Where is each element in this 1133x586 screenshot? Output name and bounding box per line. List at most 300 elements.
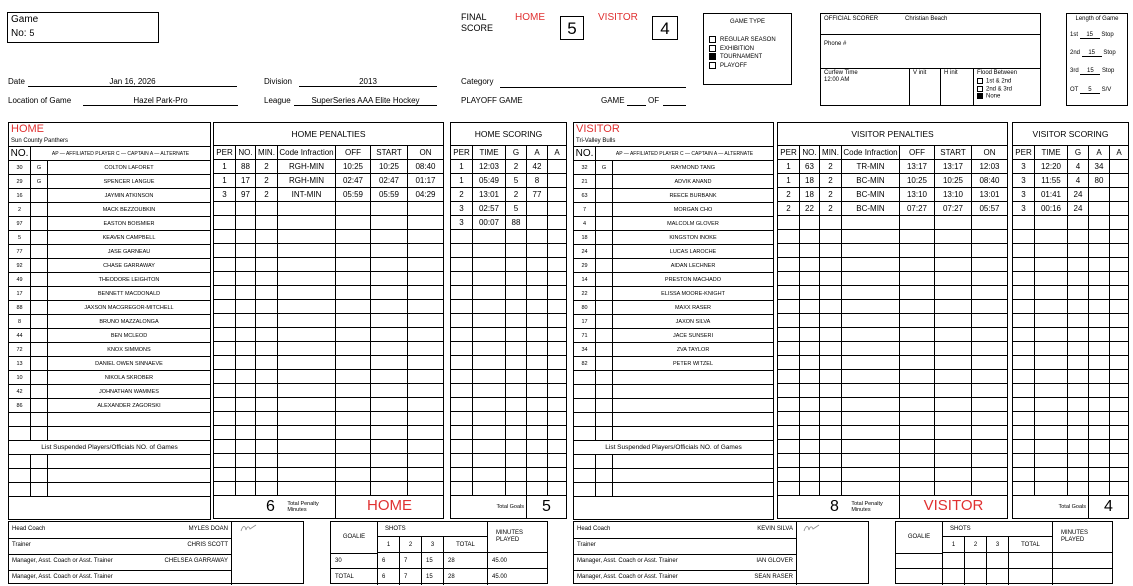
v-init-label: V init [913,70,927,76]
goalie-cell [896,569,942,585]
table-row [9,371,211,385]
checkbox-icon[interactable] [977,86,983,92]
player-number: 63 [574,189,596,203]
penalty-cell: 08:40 [972,174,1008,188]
penalty-header: ON [408,146,444,160]
penalty-cell: 10:25 [336,160,371,174]
penalty-cell: 3 [214,188,236,202]
table-row [1013,202,1129,216]
table-row [214,426,444,440]
table-row [1013,272,1129,286]
table-row [451,398,567,412]
goalie-cell [964,553,986,569]
game-of-label: GAME [601,96,625,105]
penalty-cell: 05:57 [972,202,1008,216]
home-roster-table [8,122,211,520]
h-init-label: H init [944,70,958,76]
table-row [214,300,444,314]
penalty-cell: 2 [778,188,800,202]
penalty-cell: 17 [236,174,256,188]
curfew-value: 12:00 AM [824,77,850,83]
player-number: 29 [9,175,31,189]
penalty-header: NO. [800,146,820,160]
table-row [214,174,444,188]
player-position [596,273,613,287]
penalty-cell: BC-MIN [842,188,900,202]
scoring-cell [548,160,567,174]
no-header: NO. [574,147,596,161]
scoring-cell [527,216,548,230]
table-row [9,469,211,483]
table-row [9,399,211,413]
flood-option[interactable]: None [977,93,1012,101]
table-row [778,216,1008,230]
penalty-header: START [371,146,408,160]
final-score-label: FINAL SCORE [461,12,494,33]
table-row [574,287,774,301]
scoring-header: TIME [473,146,506,160]
goalie-cell [942,553,964,569]
goalie-cell [1008,553,1052,569]
scoring-cell: 5 [506,174,527,188]
penalty-cell: 1 [778,174,800,188]
ap-legend: AP — AFFILIATED PLAYER C — CAPTAIN A — ALTERNATE [596,147,774,161]
player-position: G [596,161,613,175]
table-row [451,188,567,202]
player-name: JOHNATHAN WAMMES [48,385,211,399]
visitor-goalie-box [895,521,1113,584]
table-row [1013,188,1129,202]
goalie-cell: 15 [421,553,443,569]
player-number: 5 [9,231,31,245]
table-row [451,216,567,230]
player-position [31,287,48,301]
player-number: 18 [574,231,596,245]
player-position [31,329,48,343]
player-number: 82 [574,357,596,371]
checkbox-icon[interactable] [709,45,716,52]
staff-role: Manager, Asst. Coach or Asst. Trainer [12,558,113,564]
location-value: Hazel Park-Pro [83,96,238,106]
player-name: KNOX SIMMONS [48,343,211,357]
staff-role: Head Coach [577,526,611,532]
penalty-cell: 63 [800,160,820,174]
table-row [1013,370,1129,384]
staff-role: Manager, Asst. Coach or Asst. Trainer [577,558,678,564]
scoring-cell: 02:57 [473,202,506,216]
penalty-cell: RGH-MIN [278,174,336,188]
scoring-cell [1089,202,1110,216]
home-footer-label: HOME [367,496,412,514]
goalie-cell: 15 [421,569,443,585]
table-row [214,314,444,328]
penalty-cell: 18 [800,174,820,188]
goalie-cell: 6 [377,553,399,569]
player-position: G [31,161,48,175]
goalie-cell: 7 [399,569,421,585]
scoring-cell: 8 [527,174,548,188]
table-row [574,371,774,385]
player-name: JASE GARNEAU [48,245,211,259]
player-name: ZVA TAYLOR [613,343,774,357]
location-label: Location of Game [8,96,72,105]
player-name: LUCAS LAROCHE [613,245,774,259]
player-name: AIDAN LECHNER [613,259,774,273]
player-position [31,259,48,273]
penalty-cell: 2 [820,188,842,202]
length-row: 2nd 15 Stop [1070,50,1116,56]
visitor-scoring-table [1012,122,1129,519]
player-position [31,385,48,399]
length-row: 1st 15 Stop [1070,32,1114,38]
table-row [1013,286,1129,300]
scoring-cell [1110,174,1129,188]
table-row [1013,216,1129,230]
table-row [1013,300,1129,314]
scoring-cell: 01:41 [1035,188,1068,202]
table-row [451,454,567,468]
goalie-cell [964,569,986,585]
player-number: 17 [9,287,31,301]
scoring-cell: 3 [1013,160,1035,174]
penalty-cell: 2 [820,202,842,216]
table-row [214,272,444,286]
penalty-cell: 12:03 [972,160,1008,174]
penalty-cell: INT-MIN [278,188,336,202]
table-row [9,329,211,343]
table-row [778,174,1008,188]
table-row [214,384,444,398]
game-type-option[interactable]: PLAYOFF [709,62,776,71]
signature-scribble [240,523,258,533]
penalty-header: ON [972,146,1008,160]
table-row [451,384,567,398]
penalty-header: MIN. [256,146,278,160]
table-row [451,468,567,482]
player-position [596,343,613,357]
table-row [451,328,567,342]
shot-period: TOTAL [443,537,487,553]
table-row [778,440,1008,454]
player-position [596,287,613,301]
player-name: NIKOLA SKROBER [48,371,211,385]
scoring-cell: 77 [527,188,548,202]
player-name: BENNETT MACDONALD [48,287,211,301]
goalie-cell: 30 [331,553,377,569]
staff-name: SEAN RASER [754,574,793,580]
league-value: SuperSeries AAA Elite Hockey [294,96,437,106]
player-position [596,231,613,245]
home-staff-box [8,521,304,584]
category-value [500,77,686,88]
table-row [778,160,1008,174]
table-row [574,399,774,413]
length-of-game-box [1066,13,1128,106]
suspended-label: List Suspended Players/Officials NO. of Games [9,441,211,455]
phone-label: Phone # [824,41,847,47]
home-scoring-title: HOME SCORING [451,123,567,146]
home-goalie-box [330,521,548,584]
game-type-title: GAME TYPE [730,19,765,25]
table-row [451,286,567,300]
signature-scribble [803,523,821,533]
scoring-cell [548,216,567,230]
player-name: MORGAN CHO [613,203,774,217]
player-name: CHASE GARRAWAY [48,259,211,273]
scoring-cell [1089,188,1110,202]
checkbox-icon[interactable] [977,93,983,99]
home-penalties-table [213,122,444,519]
player-number: 44 [9,329,31,343]
table-row [9,413,211,427]
player-name: DANIEL OWEN SINNAEVE [48,357,211,371]
game-type-option[interactable]: REGULAR SEASON [709,36,776,45]
date-value: Jan 16, 2026 [28,77,237,87]
no-header: NO. [9,147,31,161]
visitor-roster-table [573,122,774,520]
player-name: EASTON BOISMIER [48,217,211,231]
table-row [1013,454,1129,468]
staff-role: Trainer [12,542,31,548]
table-row [778,188,1008,202]
penalty-cell: 13:10 [900,188,935,202]
table-row [1013,328,1129,342]
home-total-pim: 6 [266,497,275,515]
penalty-header: Code Infraction [842,146,900,160]
staff-name: CHRIS SCOTT [187,542,228,548]
player-number: 4 [574,217,596,231]
playoff-game-label: PLAYOFF GAME [461,96,523,105]
player-number: 8 [9,315,31,329]
goalie-cell [942,569,964,585]
player-number: 29 [574,259,596,273]
player-name: REECE BURBANK [613,189,774,203]
home-score-box: 5 [560,16,584,40]
player-position [596,301,613,315]
table-row [214,454,444,468]
table-row [214,468,444,482]
penalty-cell: 2 [256,174,278,188]
official-scorer-label: OFFICIAL SCORER [824,16,879,22]
table-row [9,343,211,357]
goalie-cell: 28 [443,553,487,569]
goalie-cell: 6 [377,569,399,585]
scoring-cell: 1 [451,174,473,188]
table-row [1013,160,1129,174]
scoring-cell: 2 [506,188,527,202]
scoring-cell: 24 [1068,202,1089,216]
staff-role: Manager, Asst. Coach or Asst. Trainer [12,574,113,580]
checkbox-icon[interactable] [709,53,716,60]
table-row [574,189,774,203]
table-row [9,287,211,301]
table-row [574,357,774,371]
table-row [451,426,567,440]
goalie-cell [1052,553,1112,569]
division-value: 2013 [299,77,437,87]
player-name: MALCOLM GLOVER [613,217,774,231]
of-label: OF [648,96,660,105]
checkbox-icon[interactable] [709,62,716,69]
penalty-header: MIN. [820,146,842,160]
player-name: PETER WITZEL [613,357,774,371]
scoring-cell [527,202,548,216]
table-row [214,482,444,496]
flood-option[interactable]: 2nd & 3rd [977,86,1012,94]
staff-role: Manager, Asst. Coach or Asst. Trainer [577,574,678,580]
table-row [1013,230,1129,244]
player-name: PRESTON MACHADO [613,273,774,287]
penalty-cell: 1 [778,160,800,174]
penalty-cell: TR-MIN [842,160,900,174]
player-position [596,245,613,259]
table-row [214,398,444,412]
penalty-cell: 02:47 [336,174,371,188]
table-row [214,216,444,230]
penalty-cell: 88 [236,160,256,174]
player-position [596,175,613,189]
penalty-cell: 2 [820,160,842,174]
player-number: 14 [574,273,596,287]
scoring-header: A [1089,146,1110,160]
table-row [778,272,1008,286]
table-row [451,412,567,426]
player-position [596,315,613,329]
table-row [1013,314,1129,328]
scoring-cell [548,174,567,188]
goalie-cell [1052,569,1112,585]
table-row [9,161,211,175]
scoring-cell: 42 [527,160,548,174]
scoring-cell: 2 [451,188,473,202]
player-name: COLTON LAFORET [48,161,211,175]
table-row [214,342,444,356]
penalty-cell: 22 [800,202,820,216]
player-position [31,273,48,287]
player-position [596,357,613,371]
penalty-cell: 07:27 [935,202,972,216]
player-name: ELISSA MOORE-KNIGHT [613,287,774,301]
penalty-cell: 1 [214,160,236,174]
home-scoring-table [450,122,567,519]
visitor-score-box: 4 [652,16,678,40]
player-name: JAYMIN ATKINSON [48,189,211,203]
table-row [778,202,1008,216]
checkbox-icon[interactable] [977,78,983,84]
total-goals-label: Total Goals [1013,496,1089,519]
staff-name: MYLES DOAN [188,526,228,532]
table-row [574,161,774,175]
table-row [778,356,1008,370]
game-number-box [7,12,159,43]
table-row [451,272,567,286]
table-row [1013,258,1129,272]
player-number: 7 [574,203,596,217]
player-number: 34 [574,343,596,357]
curfew-label: Curfew Time [824,70,858,76]
table-row [9,231,211,245]
table-row [778,328,1008,342]
game-type-option[interactable]: TOURNAMENT [709,53,776,62]
table-row [574,329,774,343]
visitor-penalties-title: VISITOR PENALTIES [778,123,1008,146]
table-row [451,482,567,496]
table-row [9,385,211,399]
penalty-header: NO. [236,146,256,160]
scoring-cell: 3 [451,202,473,216]
visitor-total-goals: 4 [1089,496,1129,519]
player-position [31,301,48,315]
scoring-header: PER [451,146,473,160]
player-number: 17 [574,315,596,329]
player-position [31,343,48,357]
player-name: THEODORE LEIGHTON [48,273,211,287]
player-name: JAXON SILVA [613,315,774,329]
table-row [451,258,567,272]
scoring-header: A [1110,146,1129,160]
penalty-cell: BC-MIN [842,202,900,216]
scoring-cell [1110,160,1129,174]
table-row [574,385,774,399]
table-row [778,300,1008,314]
total-penalty-label: Total Penalty Minutes [851,500,883,513]
table-row [778,426,1008,440]
game-type-option[interactable]: EXHIBITION [709,45,776,54]
table-row [214,258,444,272]
penalty-cell: RGH-MIN [278,160,336,174]
minutes-label: MINUTES PLAYED [1052,522,1112,553]
table-row [214,328,444,342]
total-goals-label: Total Goals [451,496,527,519]
scoring-header: G [1068,146,1089,160]
table-row [574,259,774,273]
checkbox-icon[interactable] [709,36,716,43]
player-position [31,203,48,217]
goalie-cell: TOTAL [335,574,354,580]
player-name: BRUNO MAZZALONGA [48,315,211,329]
player-number: 30 [9,161,31,175]
player-number: 13 [9,357,31,371]
penalty-cell: 05:59 [336,188,371,202]
player-position [31,399,48,413]
player-name: ALEXANDER ZAGORSKI [48,399,211,413]
shot-period: 1 [942,537,964,553]
player-name: MACK BEZZOUBKIN [48,203,211,217]
official-scorer-box [820,13,1041,106]
penalty-cell: 01:17 [408,174,444,188]
player-position [596,203,613,217]
player-position [596,259,613,273]
player-name: JAXSON MACGREGOR-MITCHELL [48,301,211,315]
flood-label: Flood Between [977,70,1018,76]
table-row [1013,468,1129,482]
shots-label: SHOTS [377,522,487,537]
table-row [9,189,211,203]
table-row [451,230,567,244]
table-row [451,300,567,314]
visitor-staff-box [573,521,869,584]
flood-option[interactable]: 1st & 2nd [977,78,1012,86]
home-team-name: Sun County Panthers [11,138,69,144]
player-number: 80 [574,301,596,315]
shot-period: 3 [421,537,443,553]
scoring-cell: 3 [1013,188,1035,202]
table-row [778,342,1008,356]
player-name: RAYMOND TANG [613,161,774,175]
player-number: 24 [574,245,596,259]
staff-name: KEVIN SILVA [757,526,793,532]
table-row [451,370,567,384]
